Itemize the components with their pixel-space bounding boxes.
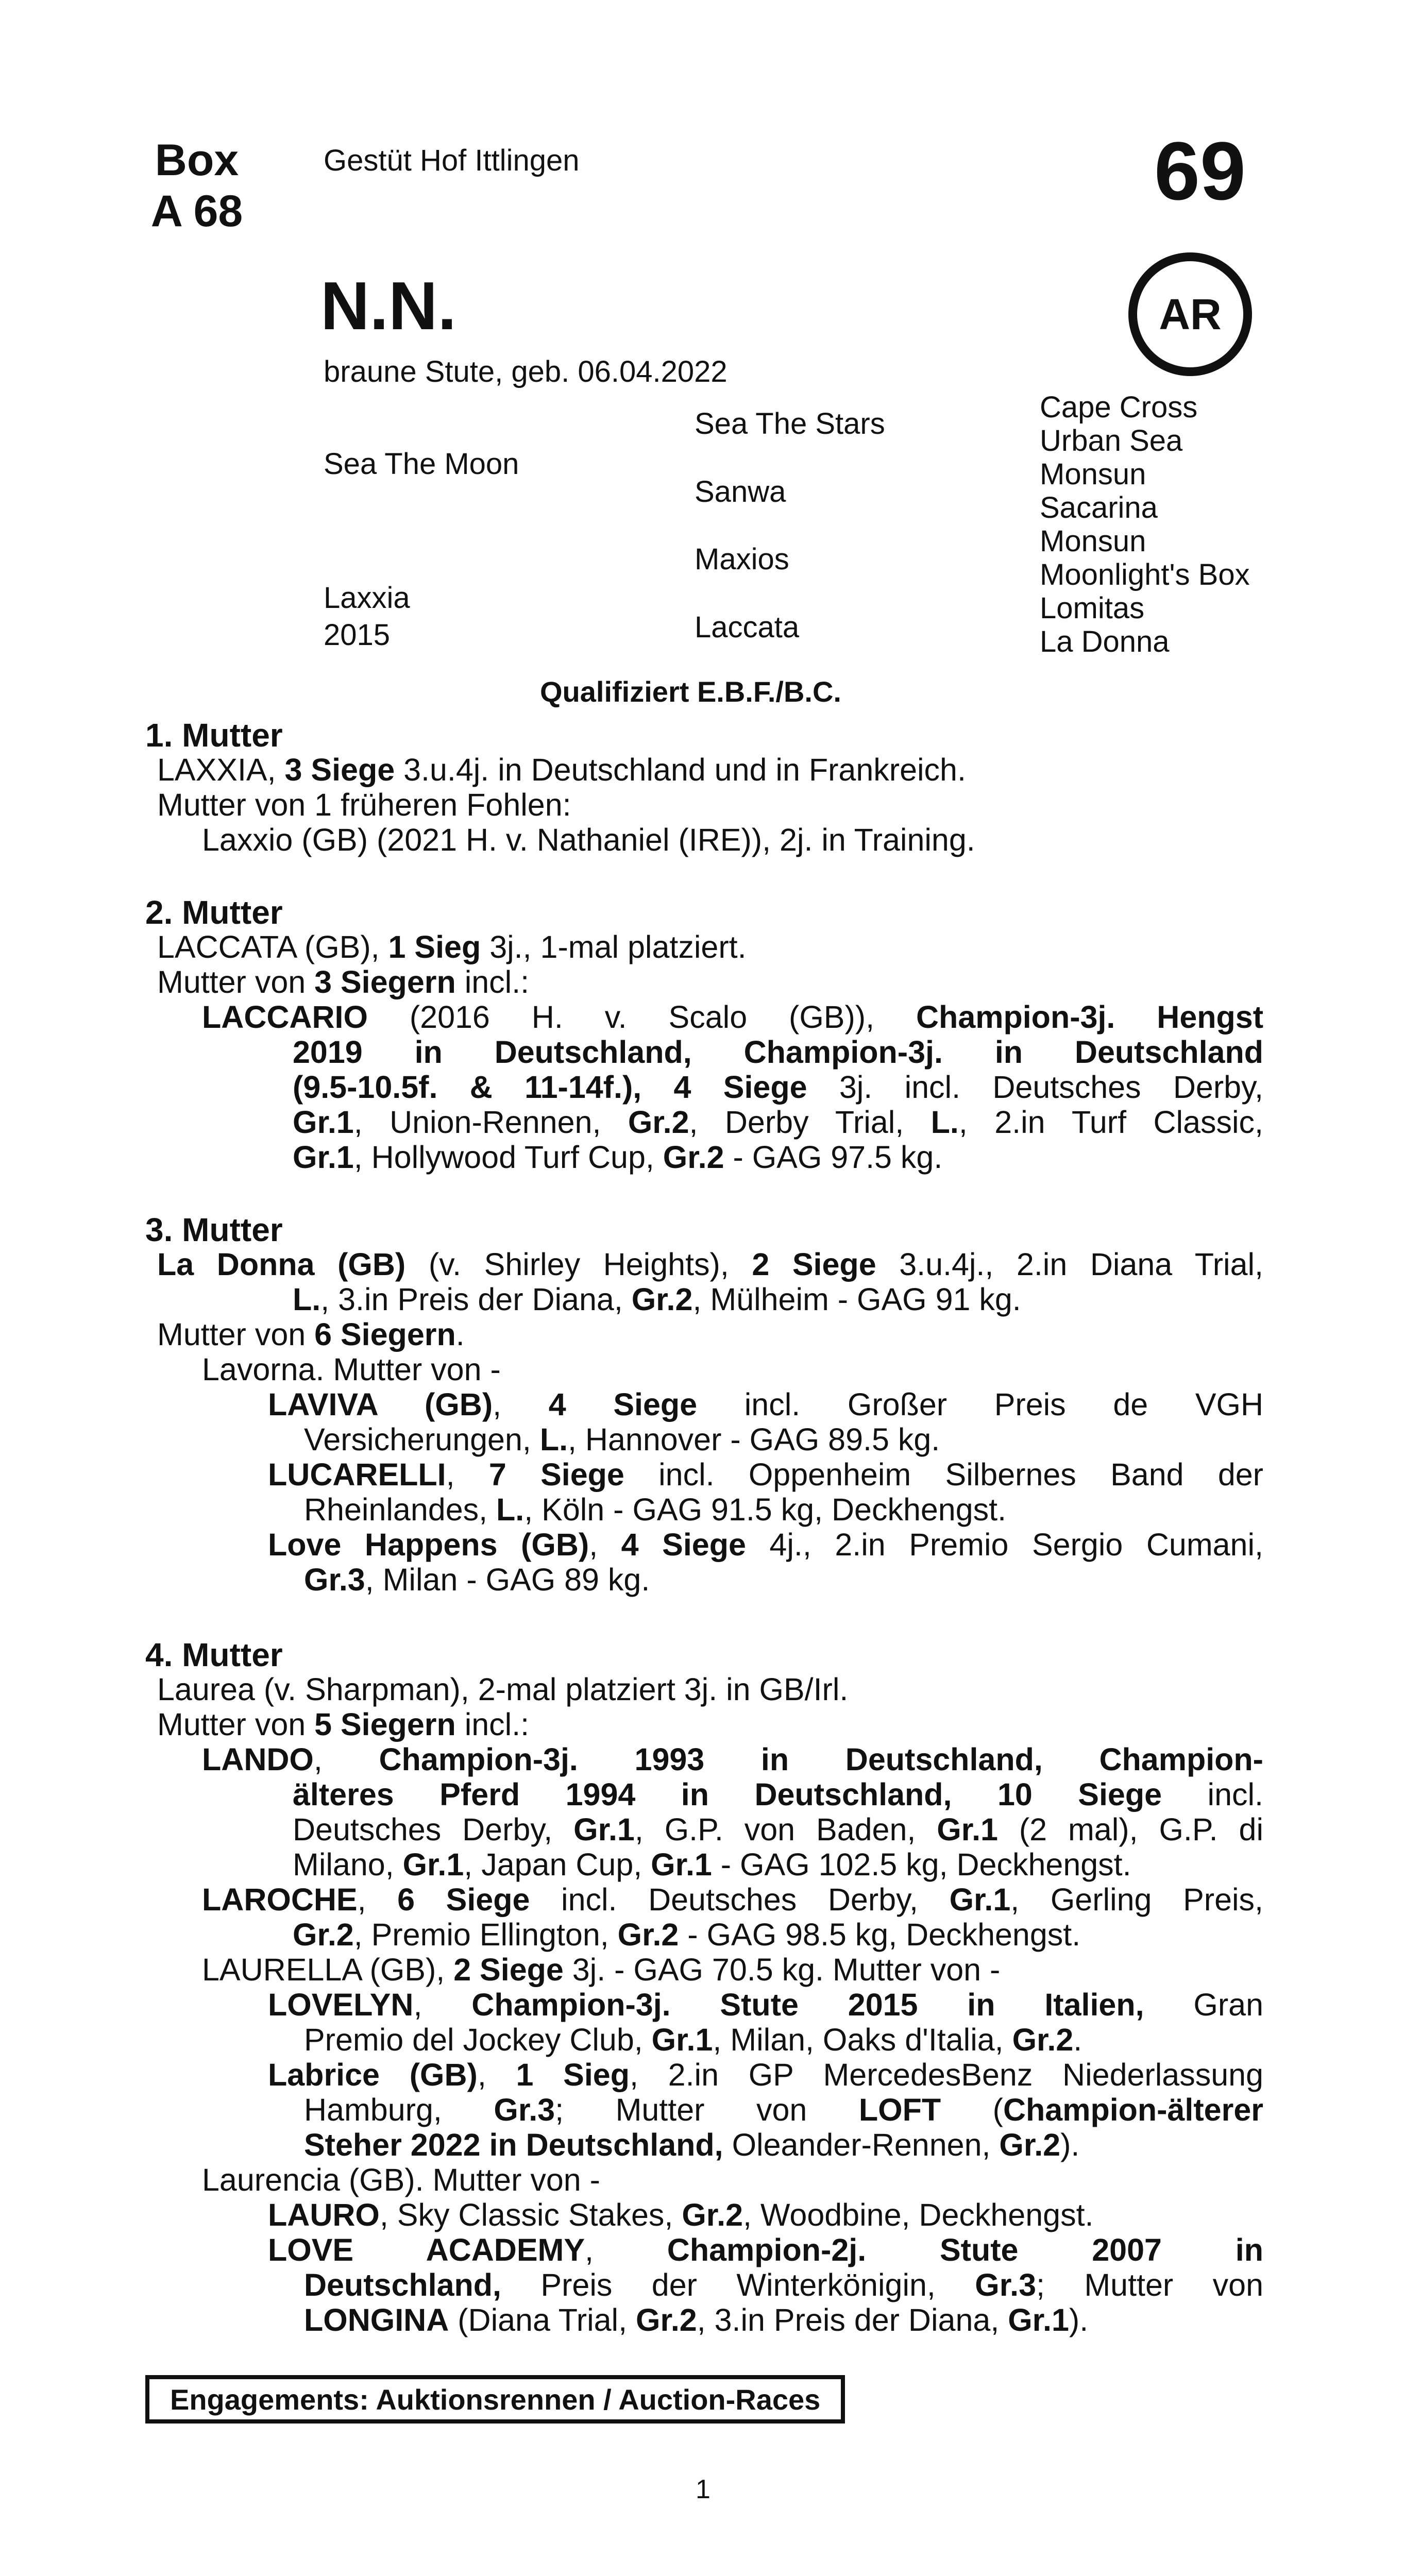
text-line: Gr.1, Union-Rennen, Gr.2, Derby Trial, L., 2.in Turf Classic, <box>293 1105 1263 1140</box>
text-line: L., 3.in Preis der Diana, Gr.2, Mülheim - GAG 91 kg. <box>293 1282 1021 1317</box>
ped-dam-dam: Laccata <box>695 611 800 644</box>
text-line: Gr.3, Milan - GAG 89 kg. <box>304 1562 650 1597</box>
page-number: 1 <box>696 2475 711 2504</box>
text-line: Love Happens (GB), 4 Siege 4j., 2.in Premio Sergio Cumani, <box>268 1527 1263 1562</box>
ped-dam-year: 2015 <box>324 618 391 652</box>
text-line: Labrice (GB), 1 Sieg, 2.in GP MercedesBenz Niederlassung <box>268 2057 1263 2092</box>
text-line: Laurencia (GB). Mutter von - <box>202 2162 600 2197</box>
ped-gen3-item: Sacarina <box>1040 491 1158 524</box>
text-line: LANDO, Champion-3j. 1993 in Deutschland, Champion- <box>202 1742 1263 1777</box>
text-line: Laxxio (GB) (2021 H. v. Nathaniel (IRE)), 2j. in Training. <box>202 822 975 857</box>
text-line: Gr.1, Hollywood Turf Cup, Gr.2 - GAG 97.5 kg. <box>293 1140 943 1175</box>
text-line: LAROCHE, 6 Siege incl. Deutsches Derby, Gr.1, Gerling Preis, <box>202 1882 1263 1917</box>
ped-gen3-item: Monsun <box>1040 524 1146 558</box>
section-title: 3. Mutter <box>145 1211 283 1248</box>
qualification: Qualifiziert E.B.F./B.C. <box>540 675 841 708</box>
ped-gen3-item: Urban Sea <box>1040 424 1183 457</box>
ped-sire-dam: Sanwa <box>695 475 786 509</box>
text-line: Mutter von 6 Siegern. <box>157 1317 465 1352</box>
box-label <box>135 135 259 237</box>
section-title: 1. Mutter <box>145 717 283 754</box>
ped-gen3-item: Lomitas <box>1040 591 1145 625</box>
text-line: Mutter von 1 früheren Fohlen: <box>157 787 571 822</box>
section-title: 2. Mutter <box>145 894 283 931</box>
ped-dam: Laxxia <box>324 581 410 615</box>
text-line: LOVELYN, Champion-3j. Stute 2015 in Italien, Gran <box>268 1987 1264 2022</box>
text-line: LUCARELLI, 7 Siege incl. Oppenheim Silbernes Band der <box>268 1457 1263 1492</box>
text-line: Mutter von 3 Siegern incl.: <box>157 964 530 999</box>
text-line: Deutschland, Preis der Winterkönigin, Gr.3; Mutter von <box>304 2267 1263 2302</box>
ped-gen3-item: Moonlight's Box <box>1040 558 1250 591</box>
text-line: Hamburg, Gr.3; Mutter von LOFT (Champion-älterer <box>304 2092 1264 2127</box>
text-line: LAURO, Sky Classic Stakes, Gr.2, Woodbine, Deckhengst. <box>268 2197 1094 2232</box>
lot-number: 69 <box>1154 125 1246 217</box>
ar-badge <box>1128 252 1252 376</box>
text-line: La Donna (GB) (v. Shirley Heights), 2 Siege 3.u.4j., 2.in Diana Trial, <box>157 1247 1263 1282</box>
horse-description: braune Stute, geb. 06.04.2022 <box>324 355 728 388</box>
box-number: A 68 <box>150 186 243 236</box>
ped-gen3-item: Monsun <box>1040 457 1146 491</box>
box-word: Box <box>155 135 239 185</box>
horse-name: N.N. <box>320 268 456 344</box>
text-line: Gr.2, Premio Ellington, Gr.2 - GAG 98.5 kg, Deckhengst. <box>293 1917 1081 1952</box>
text-line: 2019 in Deutschland, Champion-3j. in Deutschland <box>293 1035 1263 1070</box>
text-line: älteres Pferd 1994 in Deutschland, 10 Siege incl. <box>293 1777 1263 1812</box>
breeder: Gestüt Hof Ittlingen <box>324 144 580 177</box>
text-line: Steher 2022 in Deutschland, Oleander-Rennen, Gr.2). <box>304 2127 1080 2162</box>
engagements-text: Engagements: Auktionsrennen / Auction-Races <box>170 2383 821 2416</box>
ped-sire-sire: Sea The Stars <box>695 407 885 440</box>
text-line: LONGINA (Diana Trial, Gr.2, 3.in Preis der Diana, Gr.1). <box>304 2302 1089 2337</box>
engagements-box <box>145 2375 845 2424</box>
text-line: LAURELLA (GB), 2 Siege 3j. - GAG 70.5 kg. Mutter von - <box>202 1952 1001 1987</box>
text-line: LAXXIA, 3 Siege 3.u.4j. in Deutschland und in Frankreich. <box>157 752 966 787</box>
text-line: Mutter von 5 Siegern incl.: <box>157 1707 530 1742</box>
text-line: Rheinlandes, L., Köln - GAG 91.5 kg, Deckhengst. <box>304 1492 1007 1527</box>
ped-gen3 <box>1040 391 1250 658</box>
text-line: Versicherungen, L., Hannover - GAG 89.5 kg. <box>304 1422 940 1457</box>
ped-sire: Sea The Moon <box>324 447 519 481</box>
ped-dam-sire: Maxios <box>695 543 789 576</box>
ped-gen3-item: Cape Cross <box>1040 391 1198 424</box>
text-line: LOVE ACADEMY, Champion-2j. Stute 2007 in <box>268 2232 1263 2267</box>
text-line: (9.5-10.5f. & 11-14f.), 4 Siege 3j. incl. Deutsches Derby, <box>293 1070 1263 1105</box>
ped-gen3-item: La Donna <box>1040 625 1170 658</box>
ar-badge-text: AR <box>1159 290 1222 338</box>
text-line: LACCATA (GB), 1 Sieg 3j., 1-mal platziert. <box>157 929 747 964</box>
text-line: LAVIVA (GB), 4 Siege incl. Großer Preis de VGH <box>268 1387 1264 1422</box>
section-title: 4. Mutter <box>145 1636 283 1673</box>
text-line: LACCARIO (2016 H. v. Scalo (GB)), Champion-3j. Hengst <box>202 999 1264 1035</box>
text-line: Laurea (v. Sharpman), 2-mal platziert 3j. in GB/Irl. <box>157 1672 849 1707</box>
text-line: Milano, Gr.1, Japan Cup, Gr.1 - GAG 102.5 kg, Deckhengst. <box>293 1847 1131 1882</box>
text-line: Premio del Jockey Club, Gr.1, Milan, Oaks d'Italia, Gr.2. <box>304 2022 1082 2057</box>
text-line: Deutsches Derby, Gr.1, G.P. von Baden, Gr.1 (2 mal), G.P. di <box>293 1812 1263 1847</box>
text-line: Lavorna. Mutter von - <box>202 1352 501 1387</box>
